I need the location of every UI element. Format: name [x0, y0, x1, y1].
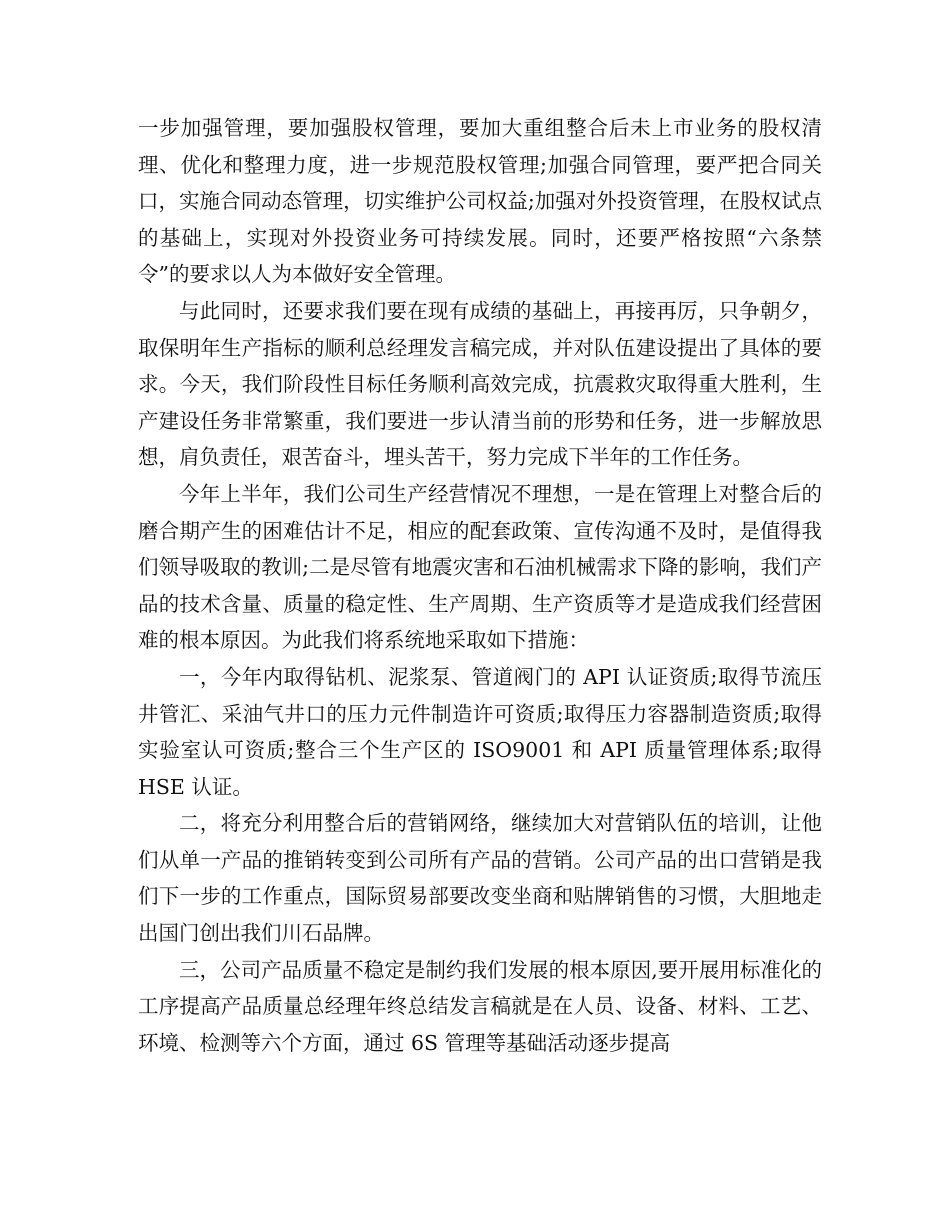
document-body [138, 110, 822, 1061]
paragraph-3: 今年上半年，我们公司生产经营情况不理想，一是在管理上对整合后的磨合期产生的困难估计不足，相应的配套政策、宣传沟通不及时，是值得我们领导吸取的教训;二是尽管有地震灾害和石油机械需求下降的影响，我们产品的技术含量、质量的稳定性、生产周期、生产资质等才是造成我们经营困难的根本原因。为此我们将系统地采取如下措施： [138, 481, 822, 653]
paragraph-2: 与此同时，还要求我们要在现有成绩的基础上，再接再厉，只争朝夕，取保明年生产指标的顺利总经理发言稿完成，并对队伍建设提出了具体的要求。今天，我们阶段性目标任务顺利高效完成，抗震救灾取得重大胜利，生产建设任务非常繁重，我们要进一步认清当前的形势和任务，进一步解放思想，肩负责任，艰苦奋斗，埋头苦干，努力完成下半年的工作任务。 [138, 298, 822, 470]
paragraph-4: 一，今年内取得钻机、泥浆泵、管道阀门的 API 认证资质;取得节流压井管汇、采油气井口的压力元件制造许可资质;取得压力容器制造资质;取得实验室认可资质;整合三个生产区的 ISO9001 和 API 质量管理体系;取得 HSE 认证。 [138, 664, 822, 799]
paragraph-5: 二，将充分利用整合后的营销网络，继续加大对营销队伍的培训，让他们从单一产品的推销转变到公司所有产品的营销。公司产品的出口营销是我们下一步的工作重点，国际贸易部要改变坐商和贴牌销售的习惯，大胆地走出国门创出我们川石品牌。 [138, 811, 822, 946]
paragraph-1: 一步加强管理，要加强股权管理，要加大重组整合后未上市业务的股权清理、优化和整理力度，进一步规范股权管理;加强合同管理，要严把合同关口，实施合同动态管理，切实维护公司权益;加强对外投资管理，在股权试点的基础上，实现对外投资业务可持续发展。同时，还要严格按照“六条禁令”的要求以人为本做好安全管理。 [138, 116, 822, 287]
paragraph-6: 三，公司产品质量不稳定是制约我们发展的根本原因,要开展用标准化的工序提高产品质量总经理年终总结发言稿就是在人员、设备、材料、工艺、环境、检测等六个方面，通过 6S 管理等基础活动逐步提高 [138, 957, 822, 1055]
